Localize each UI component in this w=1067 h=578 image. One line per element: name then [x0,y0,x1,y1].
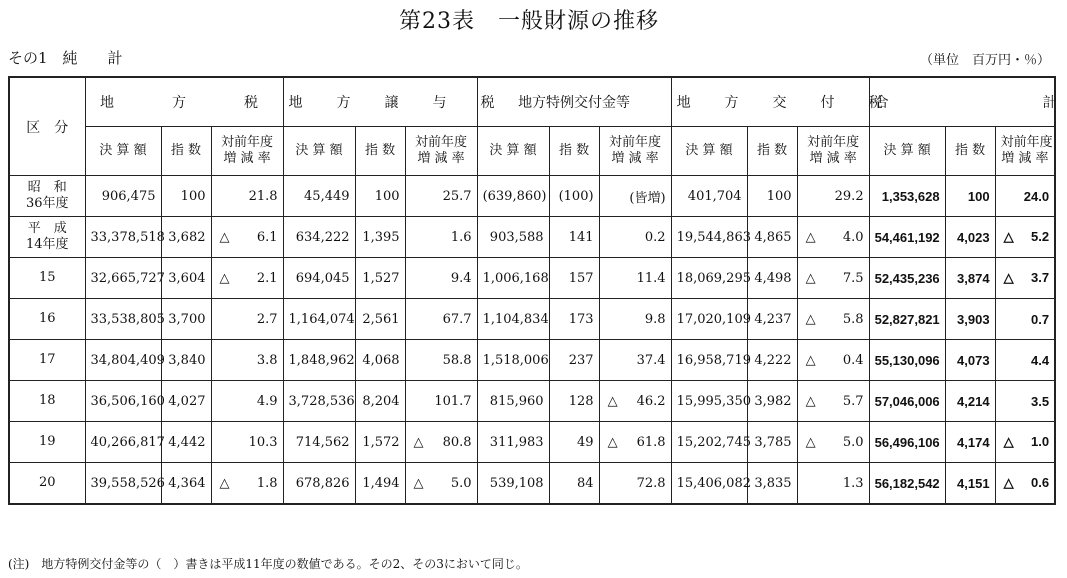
index-cell: 4,023 [945,217,995,258]
rate-value: 67.7 [442,311,472,327]
table-row [9,299,1055,340]
row-year-line1: 19 [38,434,56,449]
subheader-rate-line2: 増 減 率 [611,151,659,166]
decrease-triangle-icon: △ [1003,475,1014,490]
rate-value: 0.2 [644,229,666,245]
rate-value: 29.2 [834,188,864,204]
rate-value: 2.1 [256,270,278,286]
amount-cell: 57,046,006 [869,381,945,422]
unit-label: （単位 百万円・％） [919,53,1050,68]
index-cell: 141 [549,217,599,258]
amount-cell: 52,435,236 [869,258,945,299]
rate-value: 10.3 [248,434,278,450]
decrease-triangle-icon: △ [805,352,816,368]
group-header-local-tax: 地 方 税 [85,77,283,127]
amount-cell: 34,804,409 [85,340,161,381]
index-cell: 4,222 [747,340,797,381]
index-cell: 49 [549,422,599,463]
rate-cell [211,258,283,299]
index-cell: 2,561 [355,299,405,340]
table-row [9,258,1055,299]
index-cell: 1,527 [355,258,405,299]
rate-cell [211,463,283,505]
rate-cell [405,299,477,340]
rate-cell [211,176,283,217]
general-revenue-table [8,76,1067,505]
index-cell: 4,442 [161,422,211,463]
rate-cell [995,381,1055,422]
index-cell: 4,027 [161,381,211,422]
decrease-triangle-icon: △ [219,270,230,286]
rate-value: 25.7 [442,188,472,204]
index-cell: 4,068 [355,340,405,381]
amount-cell: 539,108 [477,463,549,505]
rate-cell [211,217,283,258]
amount-cell: 32,665,727 [85,258,161,299]
amount-cell: 1,353,628 [869,176,945,217]
decrease-triangle-icon: △ [219,475,230,491]
rate-cell [405,176,477,217]
subheader-index: 指 数 [355,127,405,176]
index-cell: (100) [549,176,599,217]
row-year-line1: 16 [38,311,56,326]
index-cell: 237 [549,340,599,381]
rate-value: 0.7 [1031,311,1050,327]
subheader-rate-line1: 対前年度 [415,135,468,150]
table-row [9,381,1055,422]
rate-cell [599,422,671,463]
rate-value: 11.4 [636,270,666,286]
index-cell: 4,237 [747,299,797,340]
index-cell: 84 [549,463,599,505]
rate-value: 46.2 [636,393,666,409]
rate-cell [797,217,869,258]
rate-value: 5.8 [842,311,864,327]
subheader-amount: 決 算 額 [477,127,549,176]
index-cell: 100 [355,176,405,217]
index-cell: 128 [549,381,599,422]
header-sub-row [9,127,1055,176]
subheader-rate-line2: 増 減 率 [417,151,465,166]
group-header-allocation-tax: 地 方 交 付 税 [671,77,869,127]
index-cell: 3,835 [747,463,797,505]
subheader-rate [211,127,283,176]
decrease-triangle-icon: △ [1003,270,1014,285]
index-cell: 1,494 [355,463,405,505]
amount-cell: 634,222 [283,217,355,258]
row-year-cell [9,340,85,381]
amount-cell: 15,406,082 [671,463,747,505]
index-cell: 100 [747,176,797,217]
amount-cell: 15,995,350 [671,381,747,422]
rate-cell [599,299,671,340]
amount-cell: 45,449 [283,176,355,217]
decrease-triangle-icon: △ [805,229,816,245]
index-cell: 4,151 [945,463,995,505]
decrease-triangle-icon: △ [1003,434,1014,449]
index-cell: 3,700 [161,299,211,340]
rate-value: 101.7 [434,393,472,409]
rate-cell [211,422,283,463]
amount-cell: 56,182,542 [869,463,945,505]
row-year-line1: 17 [38,352,56,367]
rate-cell [995,299,1055,340]
rate-cell [211,299,283,340]
amount-cell: 52,827,821 [869,299,945,340]
row-year-line1: 平 成 [27,221,67,236]
decrease-triangle-icon: △ [219,229,230,245]
rate-value: 58.8 [442,352,472,368]
rate-value: 1.0 [1031,434,1050,449]
rate-cell [599,463,671,505]
rate-cell [599,176,671,217]
index-cell: 3,982 [747,381,797,422]
index-cell: 4,364 [161,463,211,505]
rate-value: 80.8 [442,434,472,450]
decrease-triangle-icon: △ [1003,229,1014,244]
row-year-line1: 20 [38,475,56,490]
amount-cell: 15,202,745 [671,422,747,463]
amount-cell: 714,562 [283,422,355,463]
rate-value: 2.7 [256,311,278,327]
rate-value: 21.8 [248,188,278,204]
amount-cell: 678,826 [283,463,355,505]
rate-value: 1.3 [842,475,864,491]
decrease-triangle-icon: △ [607,393,618,409]
amount-cell: 1,164,074 [283,299,355,340]
rate-cell [995,463,1055,505]
amount-cell: 3,728,536 [283,381,355,422]
rate-cell [405,381,477,422]
rate-cell [211,340,283,381]
rate-value: 1.8 [256,475,278,491]
subheader-rate [995,127,1055,176]
subheader-amount: 決 算 額 [671,127,747,176]
header-group-row [9,77,1055,127]
decrease-triangle-icon: △ [805,311,816,327]
subheader-rate [797,127,869,176]
amount-cell: 19,544,863 [671,217,747,258]
row-year-line2: 36年度 [25,196,69,211]
amount-cell: 56,496,106 [869,422,945,463]
index-cell: 157 [549,258,599,299]
row-year-cell [9,299,85,340]
rate-cell [797,422,869,463]
table-row [9,176,1055,217]
rate-value: 4.0 [842,229,864,245]
subheader-index: 指 数 [161,127,211,176]
rate-cell [797,381,869,422]
index-cell: 173 [549,299,599,340]
footnote: (注) 地方特例交付金等の（ ）書きは平成11年度の数値である。その2、その3において同じ。 [8,557,528,571]
table-row [9,217,1055,258]
rate-cell [797,340,869,381]
row-year-cell [9,422,85,463]
decrease-triangle-icon: △ [413,434,424,450]
index-cell: 4,214 [945,381,995,422]
rate-cell [599,381,671,422]
rate-cell [995,340,1055,381]
subheader-rate-line1: 対前年度 [1000,135,1053,150]
row-year-cell [9,463,85,505]
rate-cell [995,422,1055,463]
group-header-total: 合 計 [869,77,1055,127]
subheader-rate-line2: 増 減 率 [1001,151,1049,166]
index-cell: 4,865 [747,217,797,258]
index-cell: 1,572 [355,422,405,463]
rate-cell [405,422,477,463]
rate-value: 5.7 [842,393,864,409]
rate-cell [797,299,869,340]
amount-cell: 33,538,805 [85,299,161,340]
rate-value: 5.0 [842,434,864,450]
rate-cell [599,217,671,258]
index-cell: 3,682 [161,217,211,258]
rate-value: 37.4 [636,352,666,368]
rate-value: 4.9 [256,393,278,409]
rate-cell [995,176,1055,217]
rate-value: 5.0 [450,475,472,491]
amount-cell: (639,860) [477,176,549,217]
amount-cell: 54,461,192 [869,217,945,258]
subheader-index: 指 数 [747,127,797,176]
index-cell: 3,785 [747,422,797,463]
amount-cell: 1,006,168 [477,258,549,299]
amount-cell: 1,848,962 [283,340,355,381]
amount-cell: 39,558,526 [85,463,161,505]
rate-value: 9.4 [450,270,472,286]
subheader-rate-line1: 対前年度 [807,135,860,150]
amount-cell: 1,104,834 [477,299,549,340]
table-subtitle: その1 純 計 [8,49,123,67]
amount-cell: 33,378,518 [85,217,161,258]
index-cell: 1,395 [355,217,405,258]
index-cell: 4,498 [747,258,797,299]
row-year-cell [9,258,85,299]
rate-value: 4.4 [1031,352,1050,368]
group-header-transfer-tax: 地 方 譲 与 税 [283,77,477,127]
index-cell: 8,204 [355,381,405,422]
index-cell: 100 [945,176,995,217]
index-cell: 3,840 [161,340,211,381]
decrease-triangle-icon: △ [805,270,816,286]
amount-cell: 36,506,160 [85,381,161,422]
amount-cell: 401,704 [671,176,747,217]
index-cell: 3,604 [161,258,211,299]
decrease-triangle-icon: △ [607,434,618,450]
decrease-triangle-icon: △ [413,475,424,491]
subheader-rate-line1: 対前年度 [609,135,662,150]
index-cell: 4,073 [945,340,995,381]
rate-value: 0.6 [1031,475,1050,490]
rate-value: 0.4 [842,352,864,368]
rate-cell [797,176,869,217]
rate-cell [797,463,869,505]
rate-value: 5.2 [1031,229,1050,244]
rate-value: 3.5 [1031,393,1050,409]
index-cell: 3,903 [945,299,995,340]
index-cell: 4,174 [945,422,995,463]
subheader-rate-line2: 増 減 率 [223,151,271,166]
rate-value: 72.8 [636,475,666,491]
table-row [9,340,1055,381]
row-year-line1: 18 [38,393,56,408]
amount-cell: 311,983 [477,422,549,463]
subheader-amount: 決 算 額 [869,127,945,176]
row-head-label: 区 分 [9,77,85,176]
row-year-cell [9,381,85,422]
amount-cell: 55,130,096 [869,340,945,381]
table-row [9,463,1055,505]
rate-cell [995,217,1055,258]
rate-cell [797,258,869,299]
decrease-triangle-icon: △ [805,393,816,409]
rate-cell [599,258,671,299]
rate-cell [211,381,283,422]
amount-cell: 16,958,719 [671,340,747,381]
group-header-special-grants: 地方特例交付金等 [477,77,671,127]
amount-cell: 815,960 [477,381,549,422]
rate-value: 6.1 [256,229,278,245]
rate-value: 24.0 [1023,188,1050,204]
amount-cell: 17,020,109 [671,299,747,340]
index-cell: 3,874 [945,258,995,299]
row-year-line2: 14年度 [25,237,69,252]
table-row [9,422,1055,463]
rate-value: 3.7 [1031,270,1050,285]
rate-cell [995,258,1055,299]
rate-cell [405,217,477,258]
amount-cell: 40,266,817 [85,422,161,463]
subheader-index: 指 数 [549,127,599,176]
row-year-line1: 15 [38,270,56,285]
decrease-triangle-icon: △ [805,434,816,450]
subheader-index: 指 数 [945,127,995,176]
rate-value: 3.8 [256,352,278,368]
subheader-rate [405,127,477,176]
rate-value: 7.5 [842,270,864,286]
subheader-amount: 決 算 額 [283,127,355,176]
subheader-amount: 決 算 額 [85,127,161,176]
amount-cell: 18,069,295 [671,258,747,299]
rate-cell [599,340,671,381]
page-title: 第23表 一般財源の推移 [399,9,659,34]
amount-cell: 1,518,006 [477,340,549,381]
amount-cell: 903,588 [477,217,549,258]
rate-cell [405,340,477,381]
rate-value: 61.8 [636,434,666,450]
rate-value: 1.6 [450,229,472,245]
subheader-rate [599,127,671,176]
amount-cell: 694,045 [283,258,355,299]
row-year-line1: 昭 和 [27,180,67,195]
amount-cell: 906,475 [85,176,161,217]
subheader-rate-line2: 増 減 率 [809,151,857,166]
rate-cell [405,463,477,505]
index-cell: 100 [161,176,211,217]
rate-value: 9.8 [644,311,666,327]
rate-value: (皆増) [629,190,666,206]
row-year-cell [9,176,85,217]
row-year-cell [9,217,85,258]
rate-cell [405,258,477,299]
subheader-rate-line1: 対前年度 [221,135,274,150]
